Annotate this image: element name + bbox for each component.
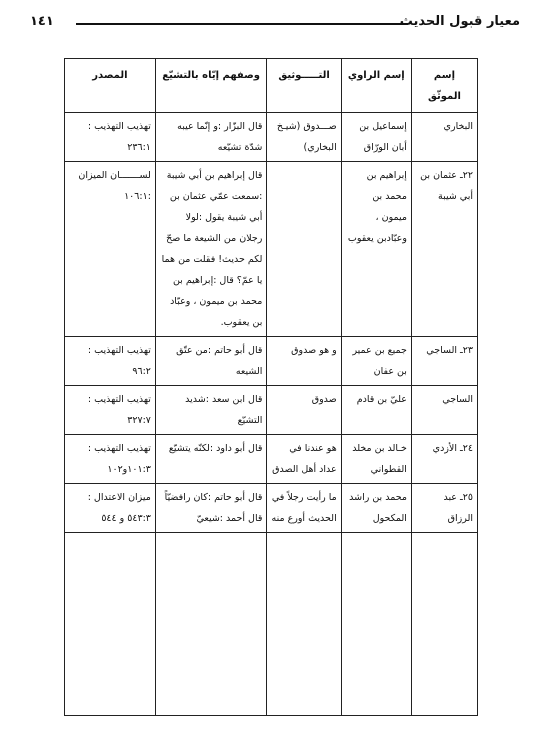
cell-source: لســـــــان الميزان :١٠٦:١ (65, 162, 156, 337)
cell-narrator: عليّ بن قادم (341, 386, 411, 435)
cell-shiism: قال أبو داود :لكنّه يتشيّع (155, 435, 267, 484)
cell-evaluation: هو عندنا في عداد أهل الصدق (267, 435, 341, 484)
cell-narrator: إبراهيم بن محمد بن ميمون ، وعبّادبن يعقوب (341, 162, 411, 337)
cell-shiism: قال ابن سعد :شديد التشيّع (155, 386, 267, 435)
cell-authenticator: البخاري (411, 113, 477, 162)
cell-evaluation: صدوق (267, 386, 341, 435)
cell-evaluation: ما رأيت رجلاً في الحديث أورع منه (267, 484, 341, 533)
header-authenticator: إسم الموثّق (411, 59, 477, 113)
cell-authenticator: ٢٢ـ عثمان بن أبي شيبة (411, 162, 477, 337)
table-empty-row (65, 533, 478, 716)
cell-source: تهذيب التهذيب : ٣٢٧:٧ (65, 386, 156, 435)
cell-evaluation (267, 162, 341, 337)
header-evaluation: التـــــوثيق (267, 59, 341, 113)
cell-authenticator: الساجي (411, 386, 477, 435)
cell-evaluation: و هو صدوق (267, 337, 341, 386)
cell-shiism: قال أبو حاتم :من عتّق الشيعه (155, 337, 267, 386)
table-header-row (65, 59, 478, 113)
cell-source: ميزان الاعتدال : ٥٤٣:٣ و ٥٤٤ (65, 484, 156, 533)
cell-shiism: قال أبو حاتم :كان رافضيّاً قال أحمد :شيعيّ (155, 484, 267, 533)
empty-cell (341, 533, 411, 716)
table-row (65, 162, 478, 337)
empty-cell (65, 533, 156, 716)
header-shiism: وصفهم إيّاه بالتشيّع (155, 59, 267, 113)
cell-narrator: محمد بن راشد المكحول (341, 484, 411, 533)
cell-source: تهذيب التهذيب : ٩٦:٢ (65, 337, 156, 386)
header-source: المصدر (65, 59, 156, 113)
cell-shiism: قال إبراهيم بن أبي شيبة :سمعت عمّي عثمان بن أبي شيبة يقول :لولا رجلان من الشيعة ما صحّ لكم حديث! فقلت من هما يا عمّ؟ قال :إبراهيم بن محمد بن ميمون ، وعبّاد بن يعقوب. (155, 162, 267, 337)
cell-authenticator: ٢٥ـ عبد الرزاق (411, 484, 477, 533)
cell-shiism: قال البزّار :و إنّما عيبه شدّة تشيّعه (155, 113, 267, 162)
table-row (65, 484, 478, 533)
table-row (65, 386, 478, 435)
cell-authenticator: ٢٤ـ الأزدي (411, 435, 477, 484)
table-row (65, 435, 478, 484)
header-narrator: إسم الراوي (341, 59, 411, 113)
page-header (30, 14, 520, 36)
cell-source: تهذيب التهذيب : ١٠١:٣و١٠٢ (65, 435, 156, 484)
cell-narrator: إسماعيل بن أبان الورّاق (341, 113, 411, 162)
page-number: ١٤١ (30, 14, 54, 29)
table-row (65, 337, 478, 386)
header-rule (76, 23, 408, 25)
cell-evaluation: صـــدوق (شيـخ البخاري) (267, 113, 341, 162)
empty-cell (411, 533, 477, 716)
empty-cell (267, 533, 341, 716)
cell-narrator: جميع بن عمير بن عفان (341, 337, 411, 386)
cell-source: تهذيب التهذيب : ٢٣٦:١ (65, 113, 156, 162)
cell-narrator: خـالد بن مخلد القطواني (341, 435, 411, 484)
empty-cell (155, 533, 267, 716)
table-row (65, 113, 478, 162)
cell-authenticator: ٢٣ـ الساجي (411, 337, 477, 386)
narrators-table (64, 58, 478, 716)
book-title: معيار قبول الحديث (399, 14, 520, 29)
